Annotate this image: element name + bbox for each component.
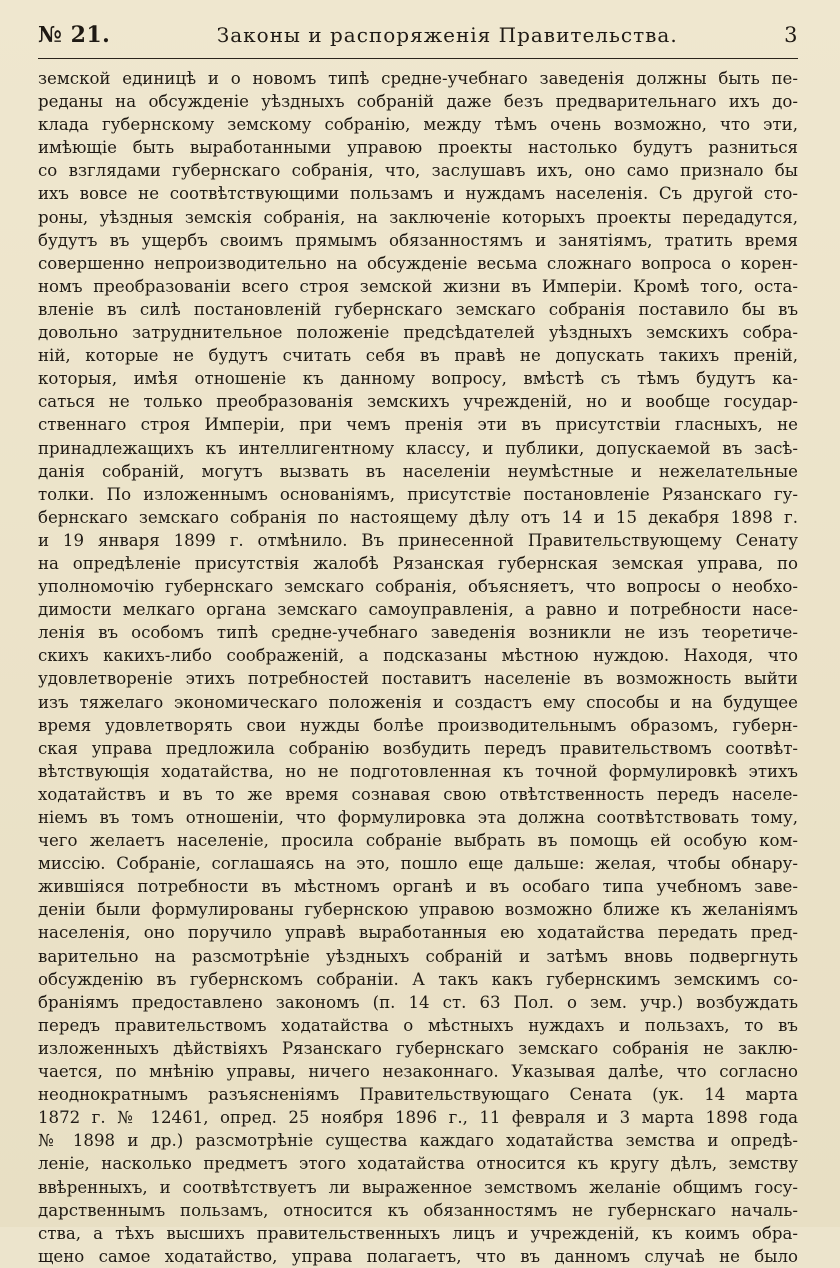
- text-line: димости мелкаго органа земскаго самоуправленія, а равно и потребности насе-: [38, 600, 798, 620]
- text-line: и 19 января 1899 г. отмѣнило. Въ принесенной Правительствующему Сенату: [38, 530, 798, 550]
- text-line: ввѣренныхъ, и соотвѣтствуетъ ли выраженное земствомъ желаніе общимъ госу-: [38, 1177, 798, 1197]
- text-line: ихъ вовсе не соотвѣтствующими пользамъ и нуждамъ населенія. Съ другой сто-: [38, 184, 798, 204]
- text-line: щено самое ходатайство, управа полагаетъ, что въ данномъ случаѣ не было: [38, 1246, 798, 1266]
- text-line: со взглядами губернскаго собранія, что, заслушавъ ихъ, оно само признало бы: [38, 161, 798, 181]
- text-line: леніе, насколько предметъ этого ходатайства относится къ кругу дѣлъ, земству: [38, 1154, 798, 1174]
- text-line: удовлетвореніе этихъ потребностей поставитъ населеніе въ возможность выйти: [38, 669, 798, 689]
- text-line: миссію. Собраніе, соглашаясь на это, пошло еще дальше: желая, чтобы обнару-: [38, 854, 798, 874]
- text-line: населенія, оно поручило управѣ выработанныя ею ходатайства передать пред-: [38, 923, 798, 943]
- text-line: вѣтствующія ходатайства, но не подготовленная къ точной формулировкѣ этихъ: [38, 761, 798, 781]
- text-line: земской единицѣ и о новомъ типѣ средне-учебнаго заведенія должны быть пе-: [38, 69, 798, 88]
- text-line: 1872 г. № 12461, опред. 25 ноября 1896 г., 11 февраля и 3 марта 1898 года: [38, 1108, 798, 1128]
- text-line: будутъ въ ущербъ своимъ прямымъ обязанностямъ и занятіямъ, тратить время: [38, 230, 798, 250]
- text-line: неоднократнымъ разъясненіямъ Правительствующаго Сената (ук. 14 марта: [38, 1085, 798, 1105]
- text-line: чается, по мнѣнію управы, ничего незаконнаго. Указывая далѣе, что согласно: [38, 1062, 798, 1082]
- text-line: дарственнымъ пользамъ, относится къ обязанностямъ не губернскаго началь-: [38, 1200, 798, 1220]
- text-line: клада губернскому земскому собранію, между тѣмъ очень возможно, что эти,: [38, 115, 798, 135]
- text-line: ніемъ въ томъ отношеніи, что формулировка эта должна соотвѣтствовать тому,: [38, 808, 798, 827]
- text-line: номъ преобразованіи всего строя земской жизни въ Имперіи. Кромѣ того, оста-: [38, 276, 798, 296]
- text-line: которыя, имѣя отношеніе къ данному вопросу, вмѣстѣ съ тѣмъ будутъ ка-: [38, 369, 798, 389]
- issue-number: № 21.: [38, 22, 111, 48]
- page-number: 3: [784, 23, 798, 47]
- text-line: скихъ какихъ-либо соображеній, а подсказаны мѣстною нуждою. Находя, что: [38, 646, 798, 666]
- text-line: браніямъ предоставлено закономъ (п. 14 ст. 63 Пол. о зем. учр.) возбуждать: [38, 992, 798, 1012]
- running-title: Законы и распоряженія Правительства.: [216, 23, 678, 47]
- text-line: ственнаго строя Имперіи, при чемъ пренія эти въ присутствіи гласныхъ, не: [38, 415, 798, 435]
- text-line: варительно на разсмотрѣніе уѣздныхъ собраній и затѣмъ вновь подвергнуть: [38, 946, 798, 966]
- text-line: довольно затруднительное положеніе предсѣдателей уѣздныхъ земскихъ собра-: [38, 323, 798, 343]
- text-line: ній, которые не будутъ считать себя въ правѣ не допускать такихъ преній,: [38, 346, 798, 366]
- text-line: реданы на обсужденіе уѣздныхъ собраній даже безъ предварительнаго ихъ до-: [38, 92, 798, 112]
- text-line: деніи были формулированы губернскою управою возможно ближе къ желаніямъ: [38, 900, 798, 920]
- text-line: изложенныхъ дѣйствіяхъ Рязанскаго губернскаго земскаго собранія не заклю-: [38, 1038, 798, 1058]
- header-rule: [38, 58, 798, 59]
- text-line: обсужденію въ губернскомъ собраніи. А такъ какъ губернскимъ земскимъ со-: [38, 969, 798, 989]
- text-line: ленія въ особомъ типѣ средне-учебнаго заведенія возникли не изъ теоретиче-: [38, 623, 798, 643]
- text-line: саться не только преобразованія земскихъ учрежденій, но и вообще государ-: [38, 392, 798, 412]
- text-line: бернскаго земскаго собранія по настоящему дѣлу отъ 14 и 15 декабря 1898 г.: [38, 507, 798, 527]
- text-line: жившіяся потребности въ мѣстномъ органѣ и въ особаго типа учебномъ заве-: [38, 877, 798, 897]
- text-line: уполномочію губернскаго земскаго собранія, объясняетъ, что вопросы о необхо-: [38, 577, 798, 597]
- text-line: роны, уѣздныя земскія собранія, на заключеніе которыхъ проекты передадутся,: [38, 207, 798, 227]
- text-line: ская управа предложила собранію возбудить передъ правительствомъ соотвѣт-: [38, 738, 798, 758]
- text-line: № 1898 и др.) разсмотрѣніе существа каждаго ходатайства земства и опредѣ-: [38, 1131, 798, 1151]
- text-line: данія собраній, могутъ вызвать въ населеніи неумѣстные и нежелательные: [38, 461, 798, 481]
- text-line: ства, а тѣхъ высшихъ правительственныхъ лицъ и учрежденій, къ коимъ обра-: [38, 1223, 798, 1243]
- text-line: имѣющіе быть выработанными управою проекты настолько будутъ разниться: [38, 138, 798, 158]
- text-line: ходатайствъ и въ то же время сознавая свою отвѣтственность передъ населе-: [38, 784, 798, 804]
- text-line: принадлежащихъ къ интеллигентному классу, и публики, допускаемой въ засѣ-: [38, 438, 798, 458]
- text-line: совершенно непроизводительно на обсужденіе весьма сложнаго вопроса о корен-: [38, 253, 798, 273]
- page-header: [38, 22, 798, 56]
- body-text: [38, 67, 798, 1268]
- text-line: время удовлетворять свои нужды болѣе производительнымъ образомъ, губерн-: [38, 715, 798, 735]
- text-line: вленіе въ силѣ постановленій губернскаго земскаго собранія поставило бы въ: [38, 299, 798, 319]
- text-line: чего желаетъ населеніе, просила собраніе выбрать въ помощь ей особую ком-: [38, 831, 798, 851]
- text-line: на опредѣленіе присутствія жалобѣ Рязанская губернская земская управа, по: [38, 553, 798, 573]
- text-line: изъ тяжелаго экономическаго положенія и создастъ ему способы и на будущее: [38, 692, 798, 712]
- text-line: передъ правительствомъ ходатайства о мѣстныхъ нуждахъ и пользахъ, то въ: [38, 1015, 798, 1035]
- text-line: толки. По изложеннымъ основаніямъ, присутствіе постановленіе Рязанскаго гу-: [38, 484, 798, 504]
